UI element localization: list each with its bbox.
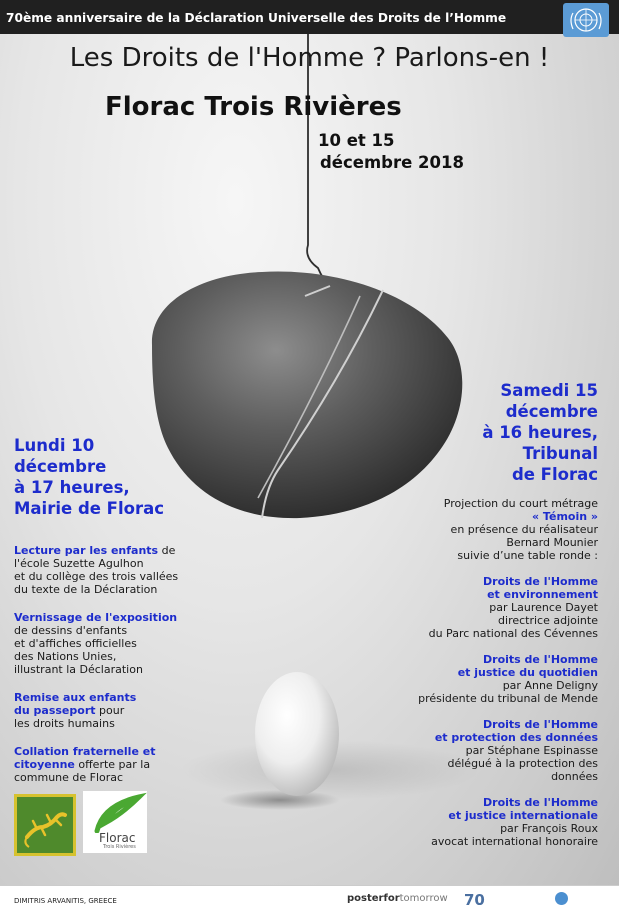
item-title: Remise aux enfants: [14, 691, 137, 704]
intro-text: Projection du court métrage: [443, 497, 598, 510]
item-title: du passeport: [14, 704, 96, 717]
intro-text: suivie d’une table ronde :: [457, 549, 598, 562]
item-title: Vernissage de l'exposition: [14, 611, 178, 624]
program-item: [14, 544, 194, 596]
talk-item: [358, 718, 598, 783]
lizard-logo: [14, 794, 76, 856]
talk-speaker: avocat international honoraire: [431, 835, 598, 848]
seventy-human-rights-logo: 70: [464, 891, 485, 909]
saturday-event-heading: [482, 380, 598, 485]
talk-topic: Droits de l'Homme: [483, 718, 598, 731]
talk-speaker: par François Roux: [500, 822, 598, 835]
item-text: de: [158, 544, 176, 557]
talk-speaker: données: [551, 770, 598, 783]
dates-line-1: 10 et 15: [318, 131, 395, 150]
heading-line: à 17 heures,: [14, 478, 130, 497]
egg-shadow: [220, 790, 340, 810]
headline: Les Droits de l'Homme ? Parlons-en !: [69, 43, 550, 73]
item-text: illustrant la Déclaration: [14, 663, 143, 676]
item-title: Lecture par les enfants: [14, 544, 159, 557]
monday-event-heading: [14, 435, 164, 519]
talk-topic: et protection des données: [434, 731, 598, 744]
film-title: « Témoin »: [532, 510, 598, 523]
item-text: et d'affiches officielles: [14, 637, 137, 650]
item-title: Collation fraternelle et: [14, 745, 156, 758]
talk-speaker: par Anne Deligny: [502, 679, 598, 692]
dates-line-2: décembre 2018: [320, 153, 464, 172]
talk-item: [358, 575, 598, 640]
program-item: [14, 745, 194, 784]
heading-line: Samedi 15: [500, 381, 598, 400]
talk-topic: et environnement: [487, 588, 598, 601]
talk-topic: Droits de l'Homme: [483, 796, 598, 809]
heading-line: de Florac: [511, 465, 598, 484]
saturday-program: [358, 497, 598, 861]
item-text: offerte par la: [74, 758, 151, 771]
talk-speaker: présidente du tribunal de Mende: [418, 692, 598, 705]
talk-speaker: par Stéphane Espinasse: [465, 744, 598, 757]
item-text: l'école Suzette Agulhon: [14, 557, 144, 570]
un-emblem-icon: [563, 3, 609, 37]
item-text: commune de Florac: [14, 771, 124, 784]
florac-logo-sub: Trois Rivières: [103, 844, 136, 850]
poster-for-tomorrow-logo: [347, 893, 448, 904]
heading-line: à 16 heures,: [482, 423, 598, 442]
talk-item: [358, 653, 598, 705]
lizard-icon: [17, 797, 73, 853]
heading-line: décembre: [14, 457, 107, 476]
artist-credit: DIMITRIS ARVANITIS, GREECE: [14, 897, 117, 905]
item-title: citoyenne: [14, 758, 75, 771]
un-human-rights-icon: [555, 892, 568, 905]
item-text: des Nations Unies,: [14, 650, 117, 663]
event-dates: [318, 130, 464, 174]
item-text: du texte de la Déclaration: [14, 583, 158, 596]
talk-speaker: délégué à la protection des: [447, 757, 598, 770]
talk-topic: et justice du quotidien: [457, 666, 598, 679]
program-item: [14, 611, 194, 676]
talk-topic: et justice internationale: [448, 809, 598, 822]
florac-logo: [83, 791, 147, 853]
poster-logo-thin: tomorrow: [399, 893, 448, 904]
talk-topic: Droits de l'Homme: [483, 575, 598, 588]
talk-speaker: par Laurence Dayet: [489, 601, 598, 614]
footer-bar: [0, 885, 619, 912]
egg: [255, 672, 339, 796]
anniversary-text: 70ème anniversaire de la Déclaration Universelle des Droits de l’Homme: [6, 11, 507, 25]
poster-logo-bold: posterfor: [347, 893, 400, 904]
item-text: de dessins d'enfants: [14, 624, 128, 637]
program-item: [14, 691, 194, 730]
item-text: pour: [95, 704, 125, 717]
projection-intro: [358, 497, 598, 562]
item-text: les droits humains: [14, 717, 115, 730]
talk-topic: Droits de l'Homme: [483, 653, 598, 666]
item-text: et du collège des trois vallées: [14, 570, 179, 583]
intro-text: en présence du réalisateur: [450, 523, 598, 536]
stone: [152, 272, 462, 519]
heading-line: décembre: [505, 402, 598, 421]
talk-item: [358, 796, 598, 848]
monday-program: [14, 544, 194, 799]
florac-logo-name: Florac: [99, 831, 136, 845]
intro-text: Bernard Mounier: [506, 536, 598, 549]
heading-line: Mairie de Florac: [14, 499, 164, 518]
heading-line: Tribunal: [522, 444, 598, 463]
talk-speaker: directrice adjointe: [498, 614, 598, 627]
heading-line: Lundi 10: [14, 436, 95, 455]
page-title: Florac Trois Rivières: [105, 92, 402, 122]
leaf-icon: [83, 791, 147, 833]
talk-speaker: du Parc national des Cévennes: [428, 627, 598, 640]
